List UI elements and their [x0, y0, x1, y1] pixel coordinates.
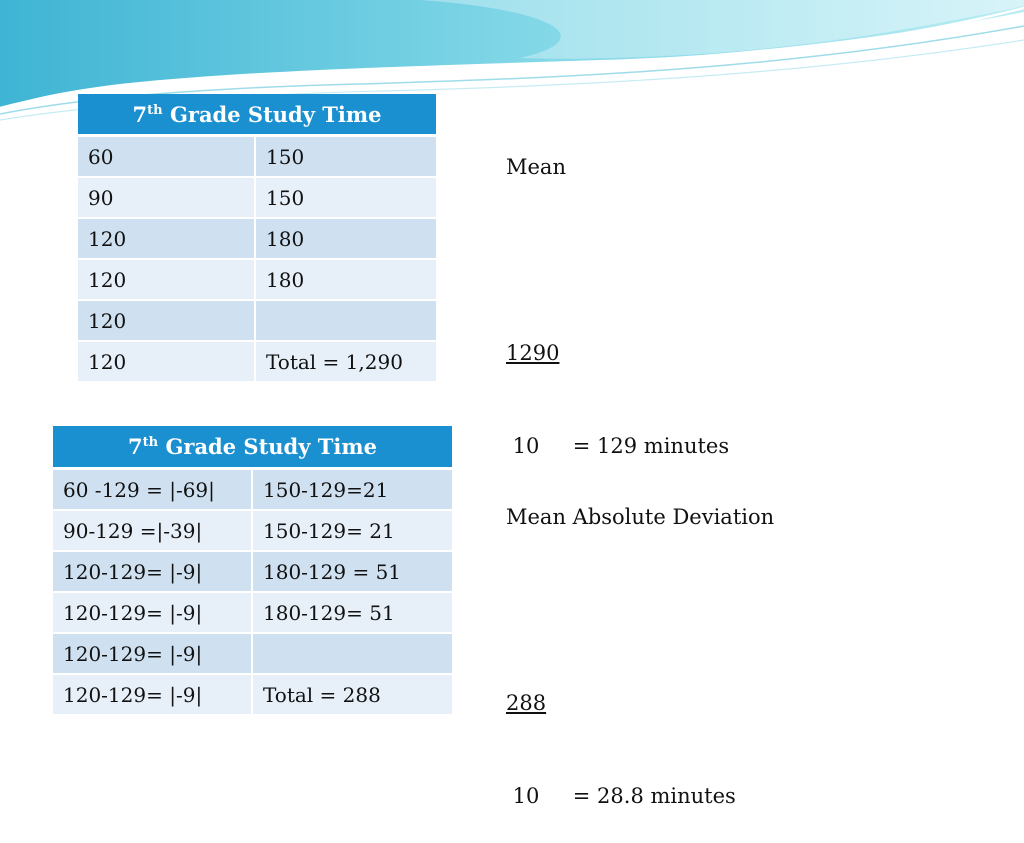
- table-row: [78, 301, 436, 342]
- table-cell: 150-129= 21: [253, 511, 452, 552]
- table-cell: 120-129= |-9|: [53, 634, 253, 675]
- table-row: [53, 552, 452, 593]
- table-cell: 120: [78, 260, 256, 301]
- table-row: [53, 511, 452, 552]
- table-row: [78, 178, 436, 219]
- table-cell: 150: [256, 137, 436, 178]
- table-cell: [253, 634, 452, 675]
- table-cell: 60: [78, 137, 256, 178]
- table-cell: 120-129= |-9|: [53, 675, 253, 716]
- table-row: [53, 470, 452, 511]
- table-cell: 180: [256, 219, 436, 260]
- table-cell: 120-129= |-9|: [53, 593, 253, 634]
- table-cell: 120: [78, 342, 256, 383]
- table-cell: 90: [78, 178, 256, 219]
- table-row: [78, 137, 436, 178]
- table-row: [78, 219, 436, 260]
- mad-calculation: [506, 440, 774, 843]
- table-cell: 150: [256, 178, 436, 219]
- table-cell: 150-129=21: [253, 470, 452, 511]
- table-row: [78, 260, 436, 301]
- table-cell: [256, 301, 436, 342]
- table-title: 7th Grade Study Time: [78, 94, 436, 137]
- table-total-cell: Total = 288: [253, 675, 452, 716]
- mad-numerator: 288: [506, 691, 547, 715]
- study-time-table: [78, 94, 436, 383]
- table-cell: 180-129= 51: [253, 593, 452, 634]
- table-cell: 120: [78, 301, 256, 342]
- mad-result: 10 = 28.8 minutes: [506, 784, 736, 808]
- mean-numerator: 1290: [506, 341, 560, 365]
- table-cell: 180: [256, 260, 436, 301]
- mad-label: Mean Absolute Deviation: [506, 505, 775, 529]
- table-cell: 120-129= |-9|: [53, 552, 253, 593]
- table-row: [53, 593, 452, 634]
- mean-calculation: [506, 90, 729, 493]
- mean-result: 10 = 129 minutes: [506, 434, 730, 458]
- table-cell: 60 -129 = |-69|: [53, 470, 253, 511]
- table-cell: 120: [78, 219, 256, 260]
- mean-label: Mean: [506, 155, 566, 179]
- table-title: 7th Grade Study Time: [53, 426, 452, 470]
- table-row: [78, 342, 436, 383]
- table-total-cell: Total = 1,290: [256, 342, 436, 383]
- table-row: [53, 675, 452, 716]
- table-cell: 180-129 = 51: [253, 552, 452, 593]
- deviation-table: [53, 426, 452, 716]
- table-row: [53, 634, 452, 675]
- table-cell: 90-129 =|-39|: [53, 511, 253, 552]
